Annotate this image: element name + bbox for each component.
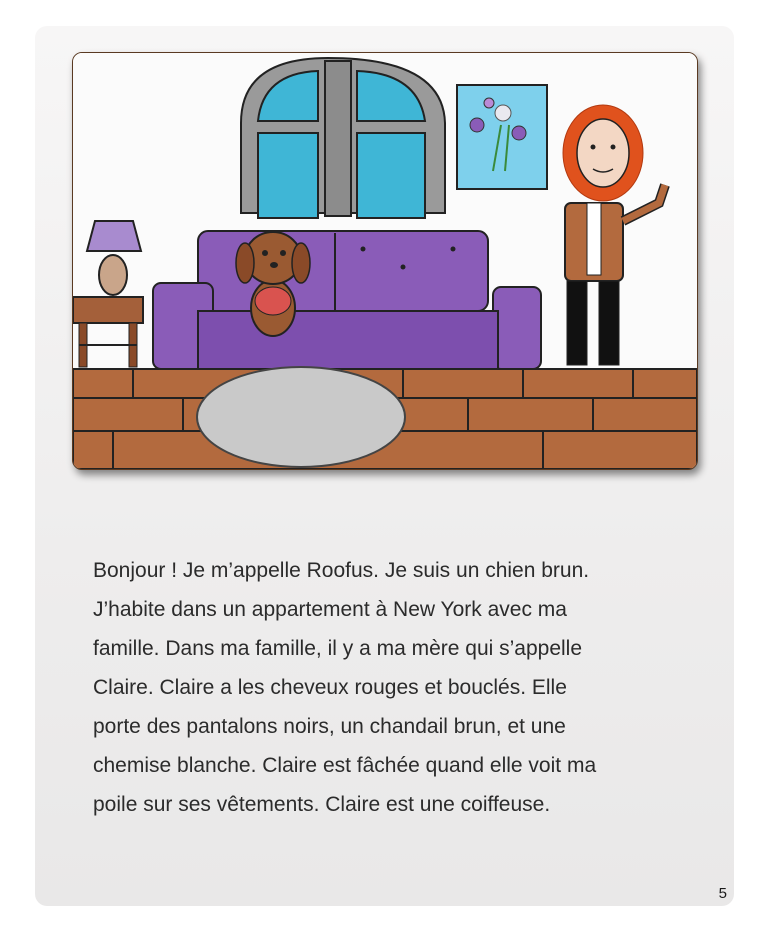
- story-line: chemise blanche. Claire est fâchée quand elle voit ma: [93, 754, 597, 777]
- story-line: J’habite dans un appartement à New York avec ma: [93, 598, 567, 621]
- window-drawing: [241, 58, 445, 218]
- story-line: porte des pantalons noirs, un chandail brun, et une: [93, 715, 566, 738]
- story-illustration: [72, 52, 698, 470]
- flower-picture-drawing: [457, 85, 547, 189]
- story-line: poile sur ses vêtements. Claire est une coiffeuse.: [93, 793, 551, 816]
- drawing-living-room: [73, 53, 697, 469]
- story-line: Claire. Claire a les cheveux rouges et bouclés. Elle: [93, 676, 567, 699]
- sofa-drawing: [153, 231, 541, 369]
- story-text: [93, 551, 723, 824]
- story-line: Bonjour ! Je m’appelle Roofus. Je suis un chien brun.: [93, 559, 590, 582]
- page-number: 5: [718, 885, 727, 902]
- story-line: famille. Dans ma famille, il y a ma mère qui s’appelle: [93, 637, 583, 660]
- floor-drawing: [73, 367, 697, 469]
